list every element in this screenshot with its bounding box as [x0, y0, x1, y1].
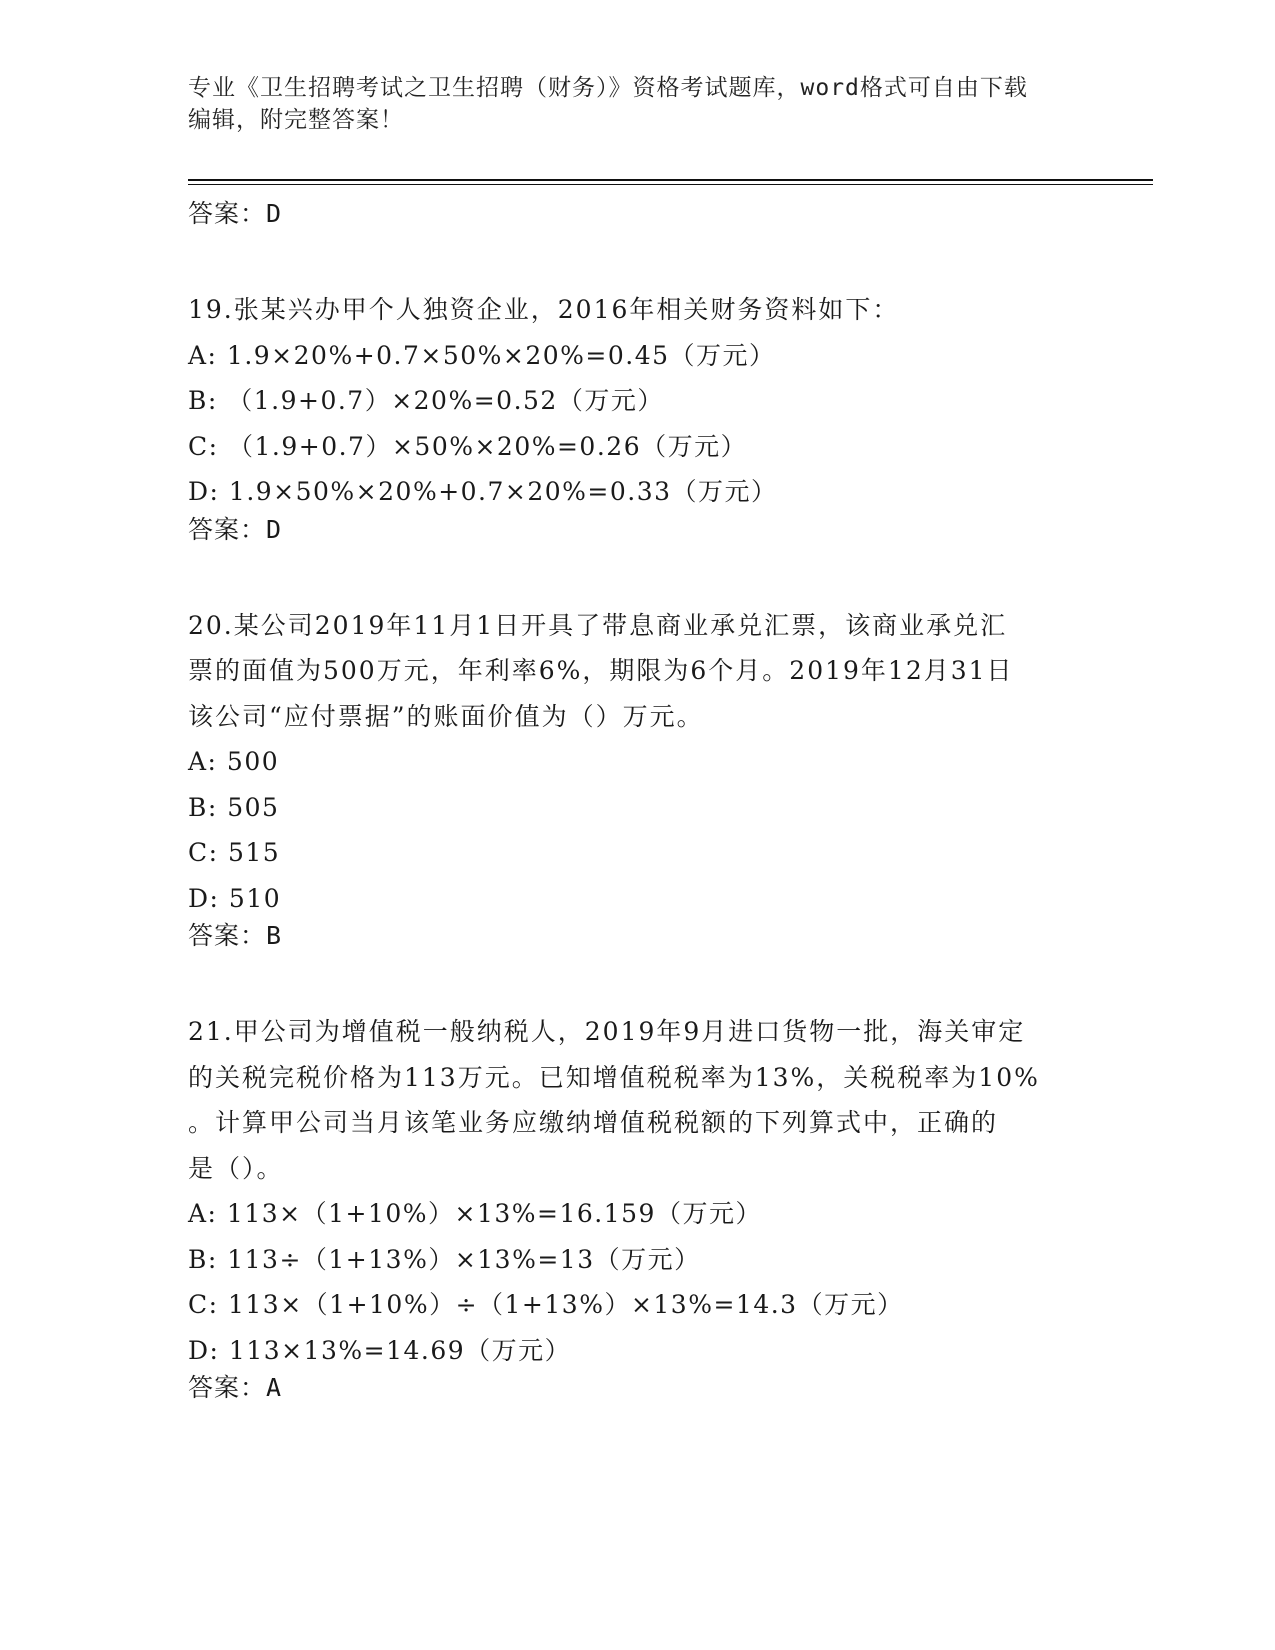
option-b: B: （1.9+0.7）×20%=0.52（万元）: [188, 386, 664, 415]
stem-line: 。计算甲公司当月该笔业务应缴纳增值税税额的下列算式中，正确的: [188, 1108, 999, 1137]
question-21: [188, 1009, 1088, 1403]
option-d: D: 113×13%=14.69（万元）: [188, 1335, 572, 1365]
option-c: C: （1.9+0.7）×50%×20%=0.26（万元）: [188, 431, 748, 461]
stem-line: 是（）。: [188, 1153, 284, 1183]
header-divider-thin: [188, 184, 1153, 185]
answer-previous-question: 答案：D: [188, 199, 283, 228]
answer: 答案：A: [188, 1373, 283, 1402]
option-c: C: 515: [188, 838, 281, 867]
stem-line: 的关税完税价格为113万元。已知增值税税率为13%，关税税率为10%: [188, 1062, 1040, 1092]
option-d: D: 1.9×50%×20%+0.7×20%=0.33（万元）: [188, 477, 778, 506]
option-a: A: 1.9×20%+0.7×50%×20%=0.45（万元）: [188, 340, 776, 370]
header-divider-thick: [188, 179, 1153, 181]
page-header: [188, 72, 1068, 136]
question-list: [188, 192, 1088, 1403]
question-stem: [188, 287, 1088, 333]
option-b: B: 505: [188, 792, 280, 822]
question-19: [188, 287, 1088, 545]
header-line-1: 专业《卫生招聘考试之卫生招聘（财务）》资格考试题库，word格式可自由下载: [188, 75, 1028, 101]
answer: 答案：B: [188, 921, 283, 950]
option-a: A: 113×（1+10%）×13%=16.159（万元）: [188, 1199, 762, 1228]
question-stem: [188, 1009, 1088, 1191]
option-a: A: 500: [188, 747, 280, 776]
option-d: D: 510: [188, 883, 282, 913]
answer: 答案：D: [188, 514, 283, 544]
stem-line: 20.某公司2019年11月1日开具了带息商业承兑汇票，该商业承兑汇: [188, 610, 1008, 640]
stem-line: 21.甲公司为增值税一般纳税人，2019年9月进口货物一批，海关审定: [188, 1017, 1026, 1046]
question-stem: [188, 603, 1088, 740]
option-c: C: 113×（1+10%）÷（1+13%）×13%=14.3（万元）: [188, 1290, 904, 1319]
stem-line: 该公司“应付票据”的账面价值为（）万元。: [188, 701, 704, 731]
stem-line: 19.张某兴办甲个人独资企业，2016年相关财务资料如下：: [188, 295, 900, 324]
header-line-2: 编辑，附完整答案！: [188, 107, 404, 133]
question-20: [188, 603, 1088, 952]
stem-line: 票的面值为500万元，年利率6%，期限为6个月。2019年12月31日: [188, 656, 1014, 685]
option-b: B: 113÷（1+13%）×13%=13（万元）: [188, 1244, 701, 1274]
